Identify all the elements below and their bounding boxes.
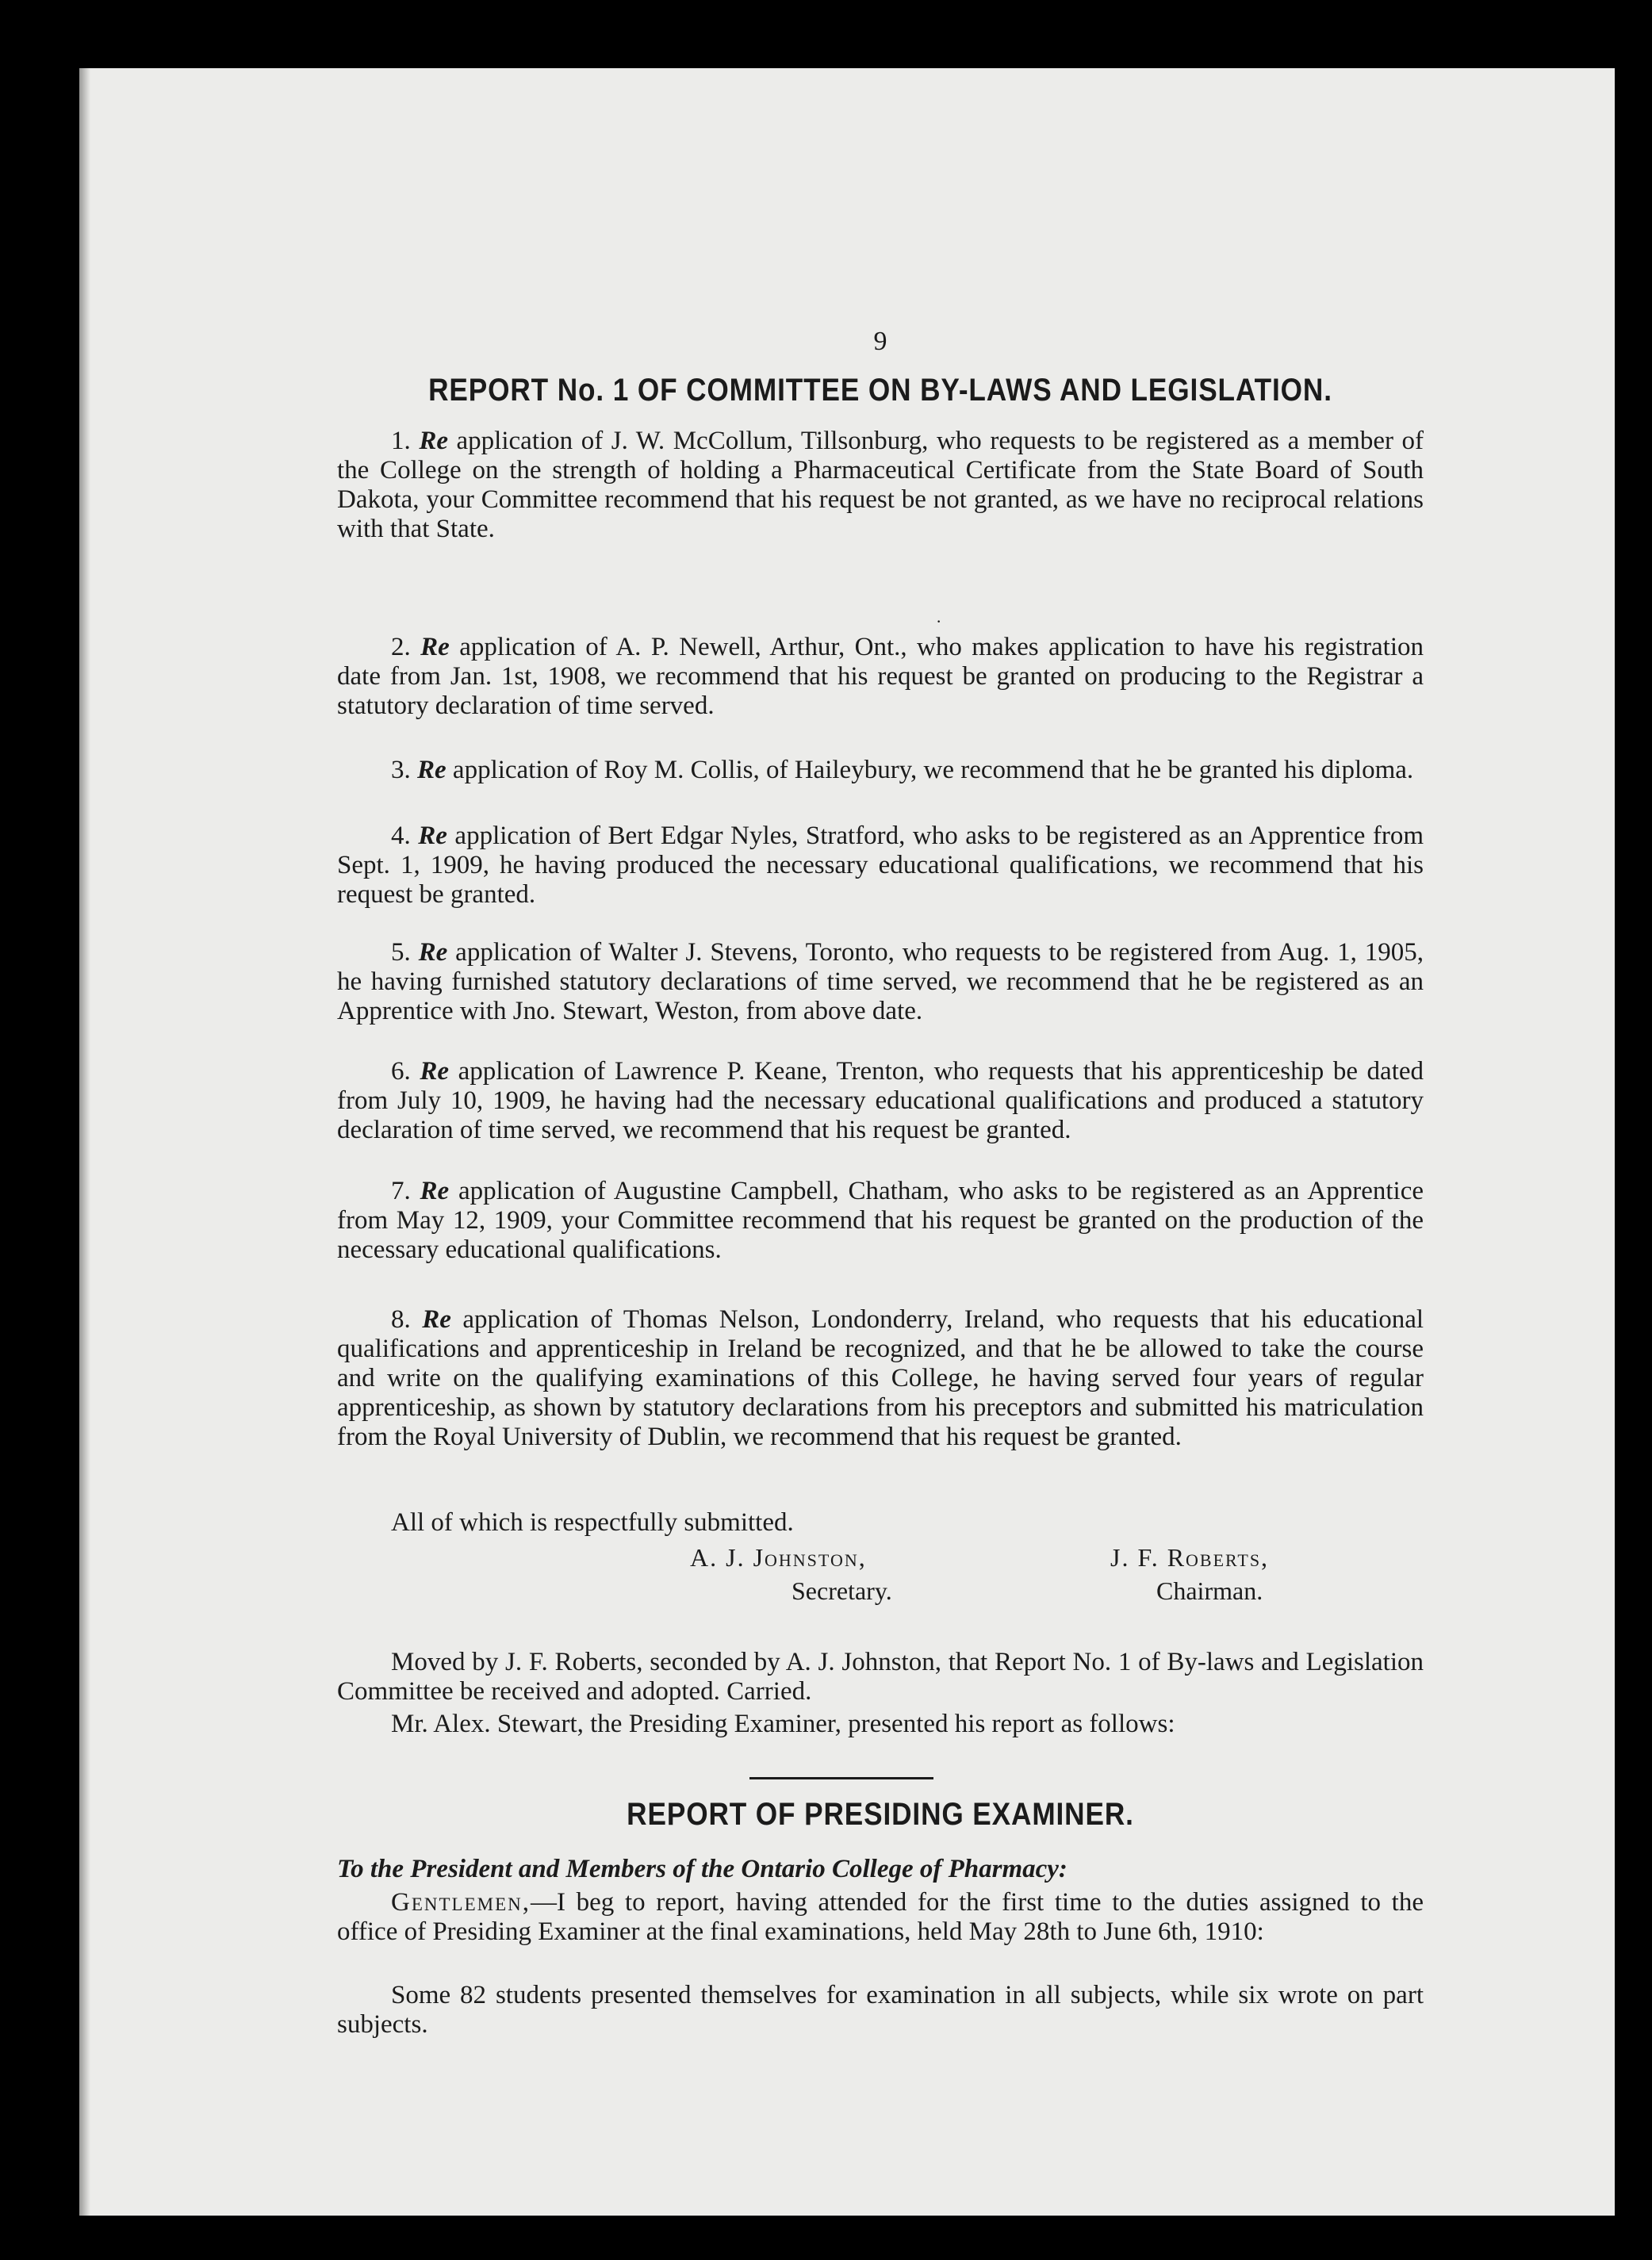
re-label: Re bbox=[418, 822, 447, 850]
re-label: Re bbox=[422, 1305, 451, 1334]
item-number: 5. bbox=[391, 938, 411, 967]
item-text: application of A. P. Newell, Arthur, Ont., who makes application to have his registration date from Jan. 1st, 1908, we recommend that his request be granted on producing to the Registrar a statutory declaration of time served. bbox=[337, 633, 1424, 720]
item-text: application of Bert Edgar Nyles, Stratford, who asks to be registered as an Apprentice from Sept. 1, 1909, he having produced the necessary educational qualifications, we recommend that his request be granted. bbox=[337, 822, 1424, 909]
item-4 bbox=[337, 822, 1424, 910]
item-number: 7. bbox=[391, 1177, 411, 1205]
re-label: Re bbox=[420, 633, 450, 661]
section-divider bbox=[749, 1777, 933, 1779]
report-2-title: REPORT OF PRESIDING EXAMINER. bbox=[627, 1797, 1134, 1832]
item-3 bbox=[337, 756, 1424, 785]
item-number: 6. bbox=[391, 1057, 411, 1086]
item-text: application of Lawrence P. Keane, Trenton, who requests that his apprenticeship be dated from July 10, 1909, he having had the necessary educational qualifications and produced a statutory declaration of time served, we recommend that his request be granted. bbox=[337, 1057, 1424, 1144]
re-label: Re bbox=[418, 938, 448, 967]
item-text: application of J. W. McCollum, Tillsonburg, who requests to be registered as a member of the College on the strength of holding a Pharmaceutical Certificate from the State Board of South Dakota, your Committee recommend that his request be not granted, as we have no reciprocal relations with that State. bbox=[337, 427, 1424, 543]
item-number: 8. bbox=[391, 1305, 411, 1334]
page-number: 9 bbox=[873, 327, 887, 356]
item-1 bbox=[337, 427, 1424, 544]
item-number: 4. bbox=[391, 822, 411, 850]
item-6 bbox=[337, 1057, 1424, 1145]
re-label: Re bbox=[420, 1177, 450, 1205]
page-edge-shadow bbox=[79, 68, 90, 2216]
secretary-title: Secretary. bbox=[792, 1576, 892, 1605]
re-label: Re bbox=[420, 1057, 449, 1086]
item-number: 3. bbox=[391, 756, 411, 784]
chairman-name: J. F. Roberts, bbox=[1110, 1543, 1270, 1572]
item-text: application of Walter J. Stevens, Toronto, who requests to be registered from Aug. 1, 1905, he having furnished statutory declarations of time served, we recommend that he be registered as an Apprentice with Jno. Stewart, Weston, from above date. bbox=[337, 938, 1424, 1025]
examiner-paragraph-2: Some 82 students presented themselves for examination in all subjects, while six wrote on part subjects. bbox=[337, 1981, 1424, 2039]
closing-line: All of which is respectfully submitted. bbox=[391, 1508, 794, 1537]
document-page bbox=[79, 68, 1615, 2216]
item-text: application of Augustine Campbell, Chatham, who asks to be registered as an Apprentice from May 12, 1909, your Committee recommend that his request be granted on the production of the necessary educational qualifications. bbox=[337, 1177, 1424, 1264]
stray-mark: · bbox=[936, 611, 942, 631]
motion-paragraph: Moved by J. F. Roberts, seconded by A. J. Johnston, that Report No. 1 of By-laws and Legislation Committee be received and adopted. Carried. bbox=[337, 1648, 1424, 1706]
item-text: application of Thomas Nelson, Londonderry, Ireland, who requests that his educational qualifications and apprenticeship in Ireland be recognized, and that he be allowed to take the course and write on the qualifying examinations of this College, he having served four years of regular apprenticeship, as shown by statutory declarations from his preceptors and submitted his matriculation from the Royal University of Dublin, we recommend that his request be granted. bbox=[337, 1305, 1424, 1451]
secretary-name: A. J. Johnston, bbox=[690, 1543, 867, 1572]
examiner-paragraph-1 bbox=[337, 1888, 1424, 1947]
salutation: Gentlemen, bbox=[391, 1888, 531, 1917]
chairman-title: Chairman. bbox=[1156, 1576, 1263, 1605]
item-7 bbox=[337, 1177, 1424, 1265]
stewart-paragraph: Mr. Alex. Stewart, the Presiding Examiner, presented his report as follows: bbox=[391, 1710, 1175, 1738]
item-5 bbox=[337, 938, 1424, 1026]
paragraph-text: —I beg to report, having attended for the first time to the duties assigned to the office of Presiding Examiner at the final examinations, held May 28th to June 6th, 1910: bbox=[337, 1888, 1424, 1946]
item-2 bbox=[337, 633, 1424, 721]
report-1-title: REPORT No. 1 OF COMMITTEE ON BY-LAWS AND LEGISLATION. bbox=[428, 373, 1332, 408]
item-text: application of Roy M. Collis, of Haileybury, we recommend that he be granted his diploma. bbox=[446, 756, 1414, 784]
re-label: Re bbox=[419, 427, 448, 455]
address-line: To the President and Members of the Ontario College of Pharmacy: bbox=[337, 1855, 1067, 1883]
item-8 bbox=[337, 1305, 1424, 1452]
item-number: 2. bbox=[391, 633, 411, 661]
item-number: 1. bbox=[391, 427, 411, 455]
re-label: Re bbox=[417, 756, 447, 784]
